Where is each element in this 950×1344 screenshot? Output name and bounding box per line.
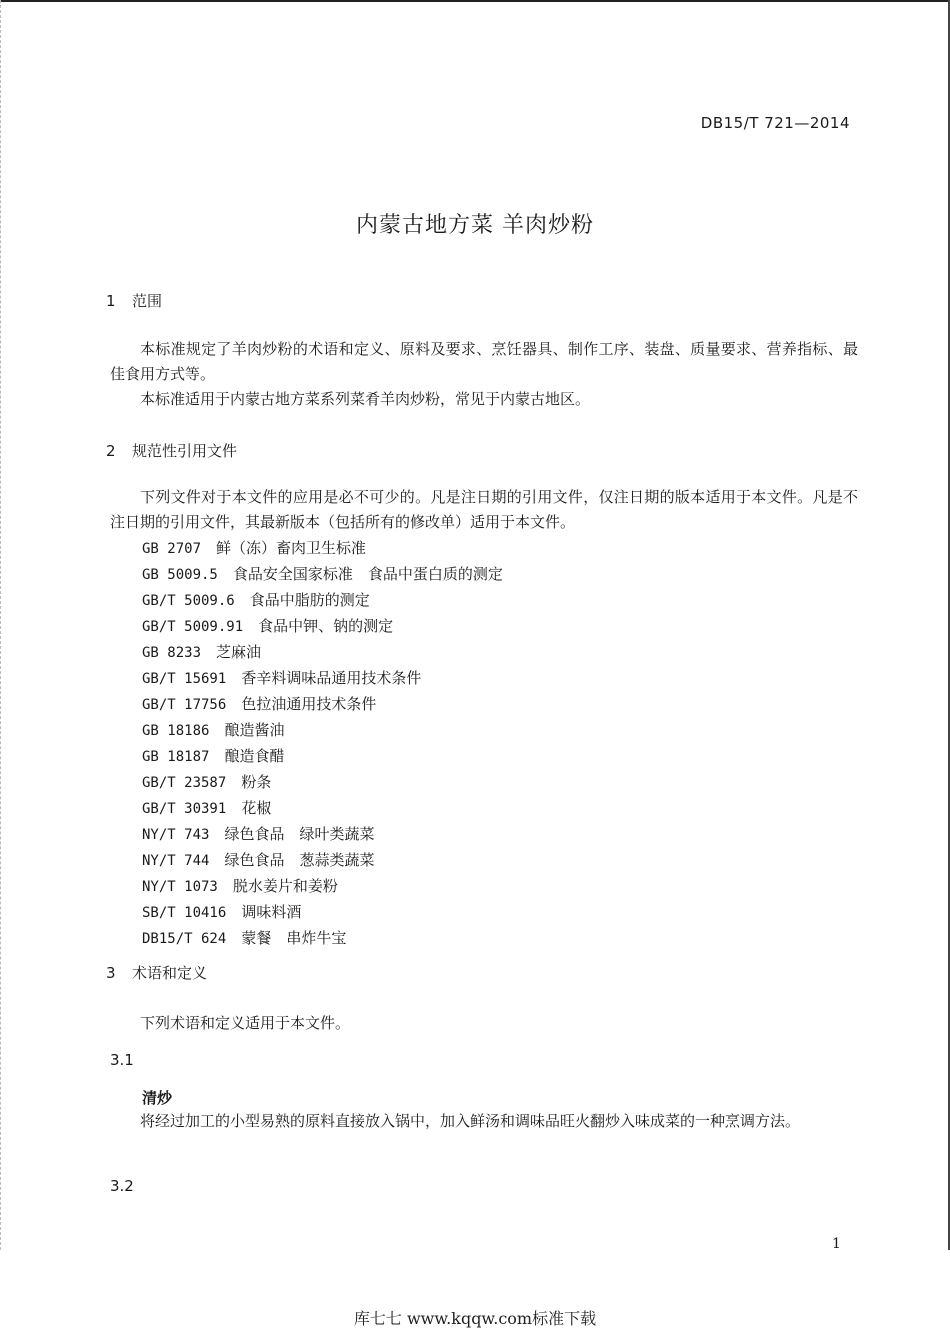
reference-item <box>142 718 503 744</box>
reference-code: GB 5009.5 <box>142 567 218 583</box>
reference-item <box>142 848 503 874</box>
section-1-paragraph-1: 本标准规定了羊肉炒粉的术语和定义、原料及要求、烹饪器具、制作工序、装盘、质量要求、营养指标、最佳食用方式等。 <box>110 340 858 383</box>
reference-name: 芝麻油 <box>216 643 262 661</box>
reference-item <box>142 588 503 614</box>
section-1-paragraph-2: 本标准适用于内蒙古地方菜系列菜肴羊肉炒粉，常见于内蒙古地区。 <box>140 390 591 408</box>
reference-code: GB 8233 <box>142 645 202 661</box>
reference-code: DB15/T 624 <box>142 931 227 947</box>
reference-code: GB/T 5009.6 <box>142 593 235 609</box>
reference-name: 食品中脂肪的测定 <box>249 591 370 609</box>
reference-code: GB 18187 <box>142 749 210 765</box>
reference-item <box>142 614 503 640</box>
reference-code: NY/T 744 <box>142 853 210 869</box>
reference-item <box>142 536 503 562</box>
reference-code: NY/T 743 <box>142 827 210 843</box>
reference-name: 酿造酱油 <box>224 721 285 739</box>
section-2-heading <box>106 440 237 461</box>
section-1-heading <box>106 290 162 311</box>
reference-code: GB/T 5009.91 <box>142 619 244 635</box>
section-title: 术语和定义 <box>132 964 208 982</box>
reference-item <box>142 562 503 588</box>
reference-item <box>142 926 503 952</box>
reference-name: 色拉油通用技术条件 <box>241 695 377 713</box>
term-3-1-number: 3.1 <box>110 1051 134 1069</box>
section-3-paragraph-1: 下列术语和定义适用于本文件。 <box>140 1014 351 1032</box>
reference-item <box>142 770 503 796</box>
reference-name: 绿色食品 葱蒜类蔬菜 <box>224 851 375 869</box>
reference-name: 粉条 <box>241 773 272 791</box>
reference-name: 食品安全国家标准 食品中蛋白质的测定 <box>232 565 503 583</box>
term-3-1-name: 清炒 <box>142 1089 173 1107</box>
reference-code: GB/T 23587 <box>142 775 227 791</box>
reference-item <box>142 822 503 848</box>
document-title: 内蒙古地方菜 羊肉炒粉 <box>356 213 594 238</box>
footer-watermark: 库七七 www.kqqw.com标准下载 <box>353 1309 597 1328</box>
reference-name: 调味料酒 <box>241 903 302 921</box>
reference-name: 蒙餐 串炸牛宝 <box>241 929 347 947</box>
page-border-left <box>0 0 2 1250</box>
reference-item <box>142 744 503 770</box>
normative-reference-list <box>142 536 503 952</box>
reference-name: 香辛料调味品通用技术条件 <box>241 669 422 687</box>
reference-code: GB/T 15691 <box>142 671 227 687</box>
section-3-heading <box>106 962 207 983</box>
reference-item <box>142 796 503 822</box>
reference-name: 食品中钾、钠的测定 <box>258 617 394 635</box>
reference-name: 绿色食品 绿叶类蔬菜 <box>224 825 375 843</box>
document-code: DB15/T 721—2014 <box>700 114 850 132</box>
reference-name: 花椒 <box>241 799 272 817</box>
reference-item <box>142 666 503 692</box>
term-3-1-definition: 将经过加工的小型易熟的原料直接放入锅中，加入鲜汤和调味品旺火翻炒入味成菜的一种烹调方法。 <box>140 1112 801 1130</box>
page-border-top <box>0 0 950 2</box>
section-title: 规范性引用文件 <box>132 442 238 460</box>
reference-code: GB/T 17756 <box>142 697 227 713</box>
section-number: 2 <box>106 442 116 460</box>
reference-code: SB/T 10416 <box>142 905 227 921</box>
section-title: 范围 <box>132 292 163 310</box>
term-3-2-number: 3.2 <box>110 1177 134 1195</box>
reference-code: NY/T 1073 <box>142 879 218 895</box>
reference-code: GB 2707 <box>142 541 202 557</box>
reference-item <box>142 874 503 900</box>
reference-item <box>142 692 503 718</box>
reference-item <box>142 900 503 926</box>
section-2-paragraph-1: 下列文件对于本文件的应用是必不可少的。凡是注日期的引用文件，仅注日期的版本适用于本文件。凡是不注日期的引用文件，其最新版本（包括所有的修改单）适用于本文件。 <box>110 488 858 531</box>
reference-item <box>142 640 503 666</box>
reference-name: 酿造食醋 <box>224 747 285 765</box>
section-number: 1 <box>106 292 116 310</box>
page-number: 1 <box>832 1236 841 1252</box>
reference-code: GB/T 30391 <box>142 801 227 817</box>
reference-code: GB 18186 <box>142 723 210 739</box>
reference-name: 鲜（冻）畜肉卫生标准 <box>216 539 367 557</box>
reference-name: 脱水姜片和姜粉 <box>232 877 338 895</box>
section-number: 3 <box>106 964 116 982</box>
